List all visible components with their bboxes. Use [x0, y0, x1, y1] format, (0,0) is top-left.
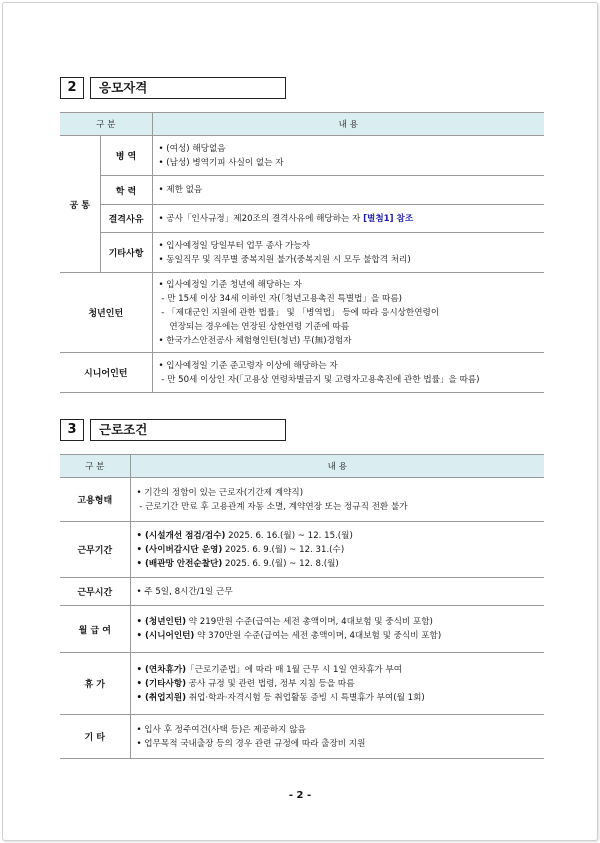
- row-label-hours: 근무시간: [60, 578, 130, 606]
- row-label-military: 병 역: [100, 136, 152, 176]
- row-label-disqualification: 결격사유: [100, 205, 152, 233]
- row-content-education: • 제한 없음: [152, 176, 544, 205]
- row-label-other: 기타사항: [100, 233, 152, 273]
- group-common: 공 통: [60, 136, 100, 273]
- row-content-other: • 입사예정일 당일부터 업무 종사 가능자 • 동일직무 및 직무별 중복지원 불가(중복지원 시 모두 불합격 처리): [152, 233, 544, 273]
- row-content-salary: • (청년인턴) 약 219만원 수준(급여는 세전 총액이며, 4대보험 및 중식비 포함) • (시니어인턴) 약 370만원 수준(급여는 세전 총액이며, 4대보험 및 중식비 포함): [130, 606, 544, 653]
- eligibility-table: [60, 112, 544, 393]
- header-category: 구 분: [60, 455, 130, 478]
- section-number: 2: [60, 77, 84, 99]
- row-content-period: • (시설개선 점검/검수) 2025. 6. 16.(월) ~ 12. 15.(월) • (사이버감시단 운영) 2025. 6. 9.(월) ~ 12. 31.(수) • (배관망 안전순찰단) 2025. 6. 9.(월) ~ 12. 8.(월): [130, 522, 544, 578]
- row-label-senior: 시니어인턴: [60, 353, 152, 393]
- row-content-disqualification: • 공사「인사규정」제20조의 결격사유에 해당하는 자 [별첨1] 참조: [152, 205, 544, 233]
- row-label-etc: 기 타: [60, 715, 130, 759]
- section-title: 근로조건: [90, 419, 286, 441]
- header-content: 내 용: [152, 113, 544, 136]
- row-content-etc: • 입사 후 정주여건(사택 등)은 제공하지 않음 • 업무목적 국내출장 등의 경우 관련 규정에 따라 출장비 지원: [130, 715, 544, 759]
- row-content-military: • (여성) 해당없음 • (남성) 병역기피 사실이 없는 자: [152, 136, 544, 176]
- header-category: 구 분: [60, 113, 152, 136]
- header-content: 내 용: [130, 455, 544, 478]
- row-label-employment: 고용형태: [60, 478, 130, 522]
- row-content-senior: • 입사예정일 기준 준고령자 이상에 해당하는 자 - 만 50세 이상인 자(「고용상 연령차별금지 및 고령자고용촉진에 관한 법률」을 따름): [152, 353, 544, 393]
- row-content-leave: • (연차휴가)「근로기준법」에 따라 매 1월 근무 시 1일 연차휴가 부여 • (기타사항) 공사 규정 및 관련 법령, 정부 지침 등을 따름 • (취업지원) 취업·학과·자격시험 등 취업활동 증빙 시 특별휴가 부여(월 1회): [130, 653, 544, 715]
- section-number: 3: [60, 419, 84, 441]
- section-title: 응모자격: [90, 77, 286, 99]
- working-conditions-table: [60, 454, 544, 759]
- row-label-salary: 월 급 여: [60, 606, 130, 653]
- row-content-hours: • 주 5일, 8시간/1일 근무: [130, 578, 544, 606]
- row-content-youth: • 입사예정일 기준 청년에 해당하는 자 - 만 15세 이상 34세 이하인 자(「청년고용촉진 특별법」을 따름) - 「제대군인 지원에 관한 법률」 및 「병역법」 등에 따라 응시상한연령이 연장되는 경우에는 연장된 상한연령 기준에 따름 • 한국가스안전공사 체험형인턴(청년) 무(無)경험자: [152, 273, 544, 353]
- section-2-heading: [60, 77, 286, 99]
- attachment-link: [별첨1] 참조: [363, 213, 414, 224]
- row-label-youth: 청년인턴: [60, 273, 152, 353]
- row-content-employment: • 기간의 정함이 있는 근로자(기간제 계약직) - 근로기간 만료 후 고용관계 자동 소멸, 계약연장 또는 정규직 전환 불가: [130, 478, 544, 522]
- section-3-heading: [60, 419, 286, 441]
- row-label-leave: 휴 가: [60, 653, 130, 715]
- row-label-period: 근무기간: [60, 522, 130, 578]
- row-label-education: 학 력: [100, 176, 152, 205]
- page-number: - 2 -: [288, 790, 312, 801]
